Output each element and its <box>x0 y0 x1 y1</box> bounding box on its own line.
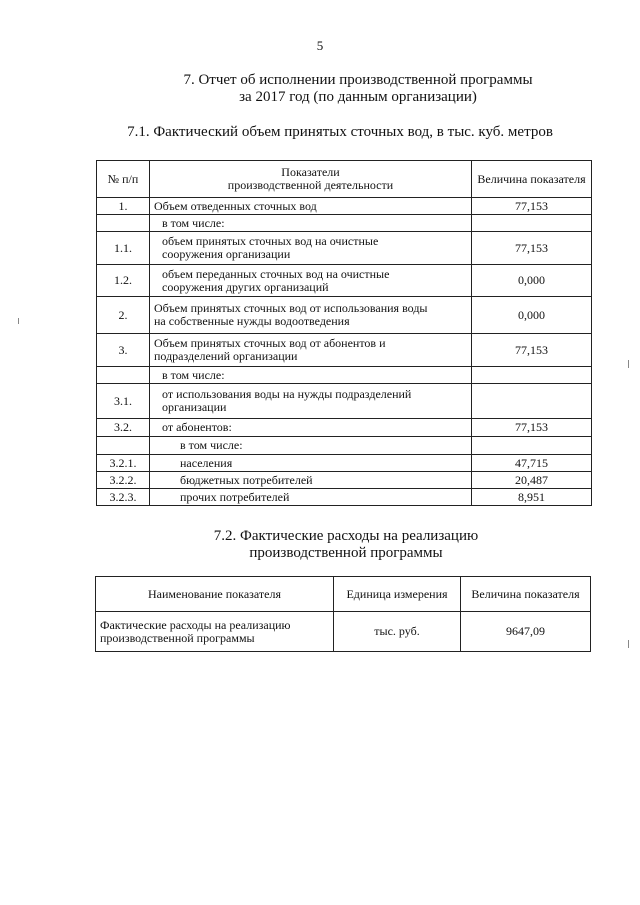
margin-mark <box>628 640 629 648</box>
row-unit: тыс. руб. <box>334 612 461 652</box>
header-indicator-line2: производственной деятельности <box>227 178 394 192</box>
row-value: 9647,09 <box>461 612 591 652</box>
section-7-2-title-line1: 7.2. Фактические расходы на реализацию <box>213 528 479 544</box>
row-num: 3.2.3. <box>97 489 150 506</box>
section-7-2-title-line2: производственной программы <box>249 545 443 561</box>
table-row <box>97 297 592 334</box>
row-num: 3.2.2. <box>97 472 150 489</box>
row-label-line2: сооружения организации <box>162 247 291 261</box>
row-value: 0,000 <box>472 297 592 334</box>
row-num: 3.2.1. <box>97 455 150 472</box>
row-num: 1.2. <box>97 265 150 297</box>
row-name-line2: производственной программы <box>100 630 255 645</box>
row-value: 77,153 <box>472 232 592 265</box>
row-value: 77,153 <box>472 334 592 367</box>
table-header-row <box>96 577 591 612</box>
row-value: 47,715 <box>472 455 592 472</box>
header-unit: Единица измерения <box>334 577 461 612</box>
header-indicator-line1: Показатели <box>281 165 340 179</box>
section-7-1-title: 7.1. Фактический объем принятых сточных вод, в тыс. куб. метров <box>127 124 553 140</box>
row-label <box>150 232 472 265</box>
row-num: 3.2. <box>97 419 150 437</box>
row-value: 77,153 <box>472 198 592 215</box>
table-row <box>97 367 592 384</box>
row-label-line1: Объем принятых сточных вод от абонентов и <box>154 336 386 350</box>
row-value <box>472 215 592 232</box>
section-7-title-line1: 7. Отчет об исполнении производственной программы <box>183 72 533 88</box>
row-value: 77,153 <box>472 419 592 437</box>
row-label: Объем отведенных сточных вод <box>150 198 472 215</box>
row-label-line2: организации <box>162 400 227 414</box>
table-row <box>97 489 592 506</box>
row-label-line1: объем принятых сточных вод на очистные <box>162 234 379 248</box>
table-row <box>97 198 592 215</box>
row-label-line1: от использования воды на нужды подразделений <box>162 387 412 401</box>
margin-mark <box>18 318 19 324</box>
row-name <box>96 612 334 652</box>
row-label <box>150 297 472 334</box>
row-num: 1.1. <box>97 232 150 265</box>
table-row <box>97 472 592 489</box>
table-header-row <box>97 161 592 198</box>
header-value: Величина показателя <box>472 161 592 198</box>
row-value: 20,487 <box>472 472 592 489</box>
table-row <box>96 612 591 652</box>
row-label-line1: Объем принятых сточных вод от использования воды <box>154 301 428 315</box>
row-label <box>150 384 472 419</box>
margin-mark <box>628 360 629 368</box>
header-indicator <box>150 161 472 198</box>
row-label: бюджетных потребителей <box>150 472 472 489</box>
row-label <box>150 334 472 367</box>
row-name-line1: Фактические расходы на реализацию <box>100 617 291 632</box>
header-value: Величина показателя <box>461 577 591 612</box>
section-7-title-line2: за 2017 год (по данным организации) <box>239 89 477 105</box>
row-label: от абонентов: <box>150 419 472 437</box>
row-label-line2: на собственные нужды водоотведения <box>154 314 350 328</box>
page-number: 5 <box>316 38 324 53</box>
table-row <box>97 384 592 419</box>
header-name: Наименование показателя <box>96 577 334 612</box>
table-row <box>97 232 592 265</box>
row-num: 3. <box>97 334 150 367</box>
table-row <box>97 437 592 455</box>
row-value <box>472 384 592 419</box>
row-label: населения <box>150 455 472 472</box>
table-row <box>97 215 592 232</box>
row-num <box>97 437 150 455</box>
row-num <box>97 367 150 384</box>
row-label: в том числе: <box>150 367 472 384</box>
row-num: 2. <box>97 297 150 334</box>
table-row <box>97 265 592 297</box>
expenses-table <box>95 576 591 652</box>
wastewater-volume-table <box>96 160 592 506</box>
row-label: в том числе: <box>150 215 472 232</box>
row-label <box>150 265 472 297</box>
table-row <box>97 334 592 367</box>
table-row <box>97 419 592 437</box>
row-value: 8,951 <box>472 489 592 506</box>
row-num: 1. <box>97 198 150 215</box>
row-label: в том числе: <box>150 437 472 455</box>
row-value <box>472 367 592 384</box>
row-num: 3.1. <box>97 384 150 419</box>
row-label: прочих потребителей <box>150 489 472 506</box>
row-value <box>472 437 592 455</box>
row-value: 0,000 <box>472 265 592 297</box>
row-num <box>97 215 150 232</box>
row-label-line1: объем переданных сточных вод на очистные <box>162 266 390 281</box>
row-label-line2: подразделений организации <box>154 349 298 363</box>
row-label-line2: сооружения других организаций <box>162 279 329 294</box>
table-row <box>97 455 592 472</box>
header-num: № п/п <box>97 161 150 198</box>
